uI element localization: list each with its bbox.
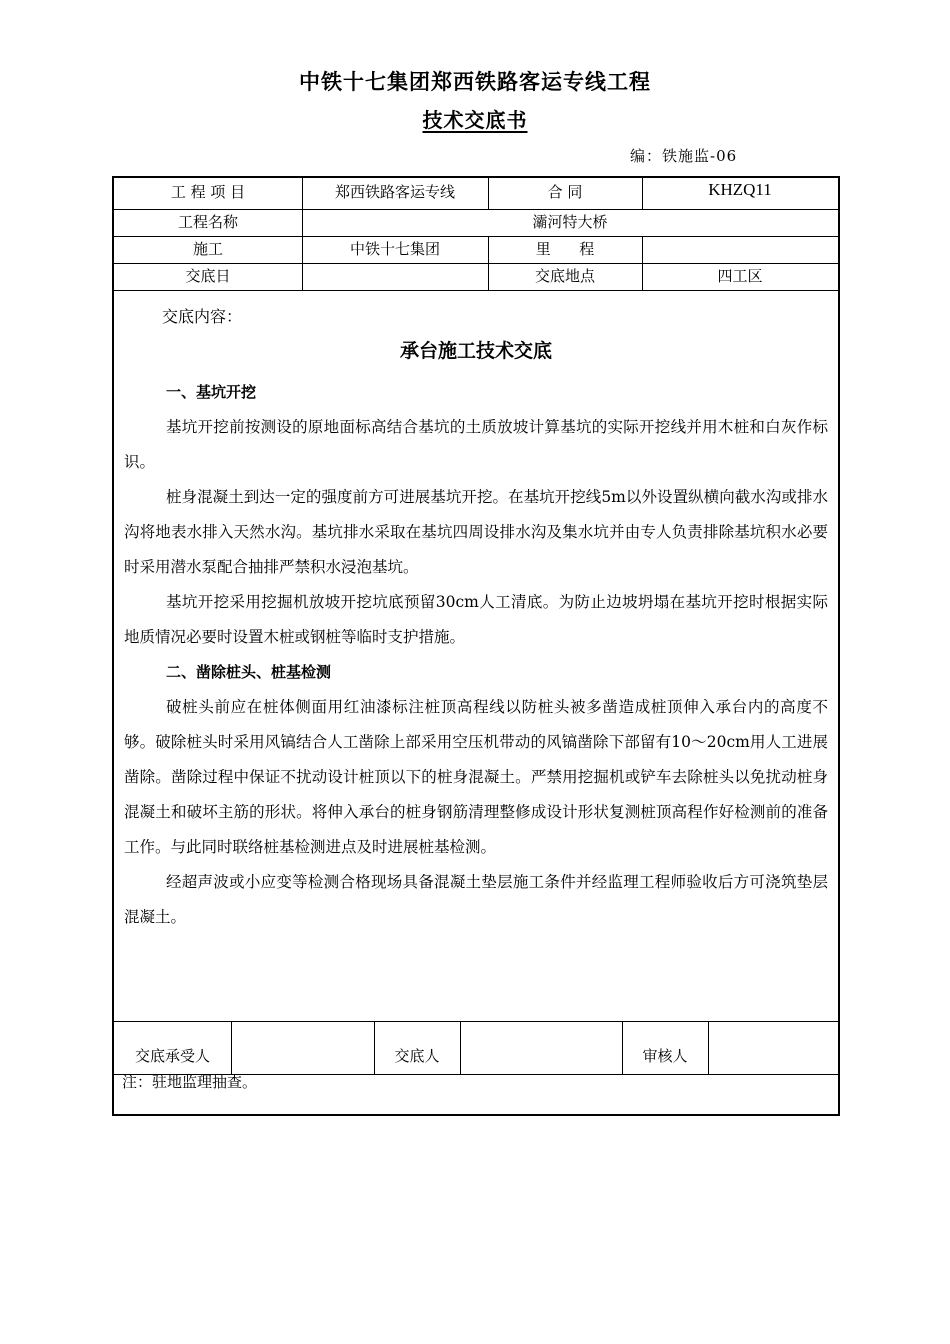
date-label: 交底日 — [185, 267, 231, 285]
col-divider — [231, 1021, 232, 1074]
content-intro: 交底内容： — [162, 307, 243, 326]
row-divider — [114, 290, 838, 291]
location-value: 四工区 — [717, 267, 763, 285]
document-number: 编：铁施监-06 — [630, 147, 738, 165]
construction-value: 中铁十七集团 — [349, 240, 440, 258]
content-heading: 承台施工技术交底 — [399, 340, 552, 362]
col-divider — [708, 1021, 709, 1074]
row-divider — [114, 209, 838, 210]
section-title: 二、凿除桩头、桩基检测 — [166, 663, 332, 681]
paragraph: 破桩头前应在桩体侧面用红油漆标注桩顶高程线以防桩头被多凿造成桩顶伸入承台内的高度不够。破除桩头时采用风镐结合人工凿除上部采用空压机带动的风镐凿除下部留有10～20cm用人工进展凿除。凿除过程中保证不扰动设计桩顶以下的桩身混凝土。严禁用挖掘机或铲车去除桩头以免扰动桩身混凝土和破坏主筋的形状。将伸入承台的桩身钢筋清理整修成设计形状复测桩顶高程作好检测前的准备工作。与此同时联络桩基检测进点及时进展桩基检测。 — [124, 698, 828, 856]
signature-top-rule — [114, 1021, 838, 1022]
mileage-label: 里 程 — [535, 240, 595, 258]
paragraph: 基坑开挖采用挖掘机放坡开挖坑底预留30cm人工清底。为防止边坡坍塌在基坑开挖时根据实际地质情况必要时设置木桩或钢桩等临时支护措施。 — [124, 593, 828, 646]
document-subtitle — [0, 104, 950, 133]
work-name-value: 灞河特大桥 — [532, 213, 608, 231]
receiver-label: 交底承受人 — [134, 1047, 210, 1065]
location-label: 交底地点 — [534, 267, 595, 285]
reviewer-label: 审核人 — [642, 1047, 688, 1065]
contract-label: 合 同 — [547, 183, 583, 201]
document-title: 中铁十七集团郑西铁路客运专线工程 — [299, 70, 651, 94]
row-divider — [114, 236, 838, 237]
contract-value: KHZQ11 — [708, 180, 772, 199]
paragraph: 经超声波或小应变等检测合格现场具备混凝土垫层施工条件并经监理工程师验收后方可浇筑垫层混凝土。 — [124, 873, 828, 926]
construction-label: 施工 — [192, 240, 223, 258]
paragraph: 基坑开挖前按测设的原地面标高结合基坑的土质放坡计算基坑的实际开挖线并用木桩和白灰作标识。 — [124, 418, 828, 471]
work-name-label: 工程名称 — [177, 213, 238, 231]
footnote: 注：驻地监理抽查。 — [122, 1073, 258, 1091]
issuer-label: 交底人 — [394, 1047, 440, 1065]
row-divider — [114, 263, 838, 264]
project-value: 郑西铁路客运专线 — [334, 183, 455, 201]
disclosure-form — [112, 176, 840, 1116]
content-body — [124, 375, 828, 935]
project-label: 工 程 项 目 — [170, 183, 246, 201]
section-title: 一、基坑开挖 — [166, 383, 257, 401]
col-divider — [460, 1021, 461, 1074]
paragraph: 桩身混凝土到达一定的强度前方可进展基坑开挖。在基坑开挖线5m以外设置纵横向截水沟或排水沟将地表水排入天然水沟。基坑排水采取在基坑四周设排水沟及集水坑并由专人负责排除基坑积水必要时采用潜水泵配合抽排严禁积水浸泡基坑。 — [124, 488, 828, 576]
document-subtitle-text: 技术交底书 — [422, 108, 528, 132]
